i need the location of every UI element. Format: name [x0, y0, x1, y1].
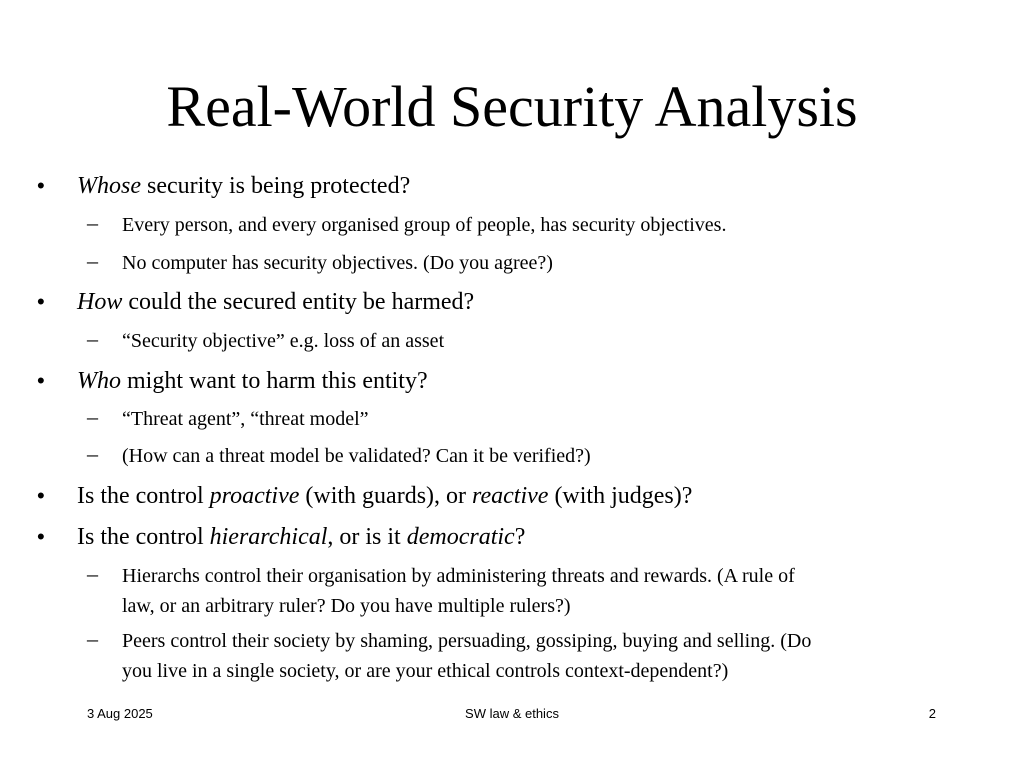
sub-bullet-marker: – [87, 326, 98, 351]
bullet-text: might want to harm this entity? [121, 368, 428, 394]
sub-bullet-marker: – [87, 561, 98, 586]
bullet-proactive [37, 481, 693, 511]
sub-bullet [87, 626, 812, 686]
emphasis-text: reactive [472, 483, 549, 509]
emphasis-text: democratic [406, 524, 515, 550]
bullet-text: ? [514, 524, 526, 550]
bullet-text: Is the control [77, 524, 210, 550]
sub-bullet [87, 210, 727, 240]
sub-bullet-marker: – [87, 210, 98, 235]
sub-bullet-marker: – [87, 248, 98, 273]
bullet-marker: • [37, 173, 45, 198]
bullet-marker: • [37, 368, 45, 393]
sub-bullet-text: “Threat agent”, “threat model” [122, 408, 369, 430]
sub-bullet-text: Every person, and every organised group of people, has security objectives. [122, 214, 727, 236]
bullet-marker: • [37, 524, 45, 549]
sub-bullet-text: “Security objective” e.g. loss of an asset [122, 330, 445, 352]
sub-bullet-line: you live in a single society, or are your ethical controls context-dependent?) [122, 660, 729, 682]
bullet-text: could the secured entity be harmed? [122, 289, 475, 315]
sub-bullet [87, 248, 553, 278]
bullet-marker: • [37, 289, 45, 314]
bullet-text: Is the control [77, 483, 210, 509]
sub-bullet [87, 404, 369, 434]
sub-bullet [87, 561, 795, 621]
sub-bullet-line: Hierarchs control their organisation by administering threats and rewards. (A rule of [122, 565, 795, 587]
bullet-text: (with guards), or [299, 483, 473, 509]
footer-date: 3 Aug 2025 [87, 706, 153, 721]
emphasis-text: proactive [209, 483, 300, 509]
bullet-text: , or is it [327, 524, 407, 550]
emphasis-text: hierarchical [209, 524, 328, 550]
sub-bullet [87, 326, 445, 356]
bullet-whose [37, 171, 411, 201]
sub-bullet-marker: – [87, 404, 98, 429]
bullet-marker: • [37, 483, 45, 508]
sub-bullet [87, 441, 591, 471]
sub-bullet-text: (How can a threat model be validated? Can it be verified?) [122, 445, 591, 467]
bullet-who [37, 366, 428, 396]
footer-course: SW law & ethics [465, 706, 559, 721]
sub-bullet-marker: – [87, 441, 98, 466]
sub-bullet-line: law, or an arbitrary ruler? Do you have multiple rulers?) [122, 595, 571, 617]
sub-bullet-text: No computer has security objectives. (Do you agree?) [122, 252, 553, 274]
footer-page-number: 2 [928, 706, 936, 721]
slide-title: Real-World Security Analysis [166, 74, 858, 139]
emphasis-text: Whose [77, 173, 141, 199]
bullet-how [37, 287, 475, 317]
sub-bullet-marker: – [87, 626, 98, 651]
emphasis-text: Who [77, 368, 121, 394]
bullet-hierarchical [37, 522, 526, 552]
bullet-text: (with judges)? [548, 483, 693, 509]
bullet-text: security is being protected? [140, 173, 411, 199]
sub-bullet-line: Peers control their society by shaming, persuading, gossiping, buying and selling. (Do [122, 630, 812, 652]
emphasis-text: How [77, 289, 123, 315]
